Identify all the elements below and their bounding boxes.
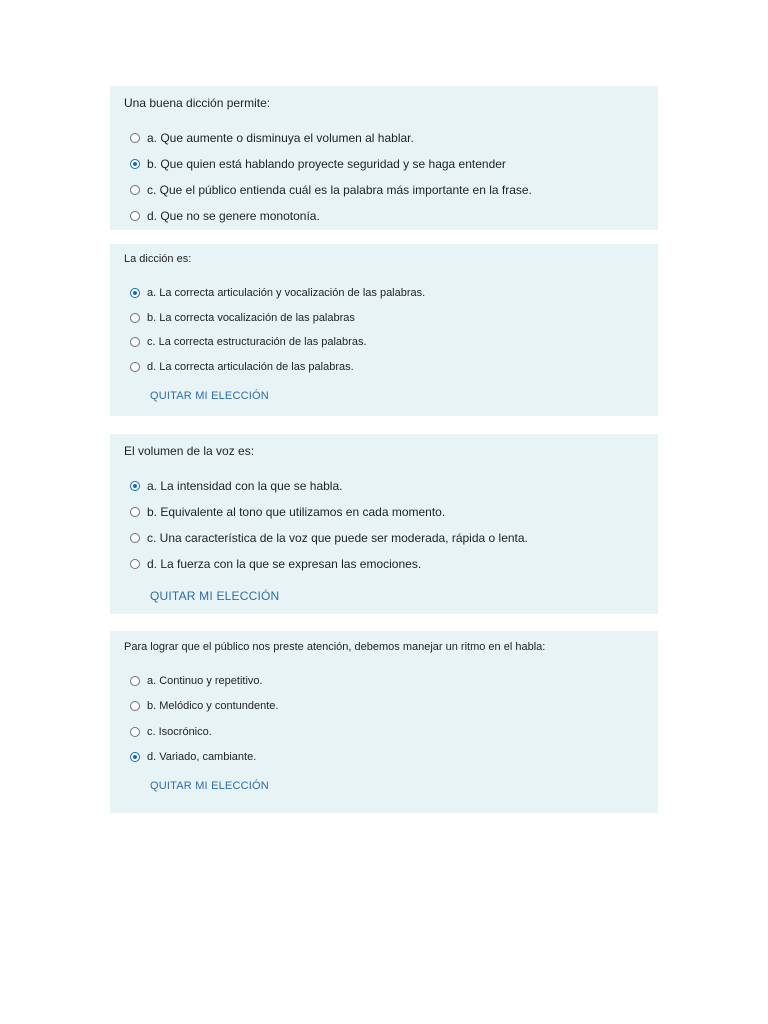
option-label: b. La correcta vocalización de las palabras [147,312,355,324]
radio-unchecked-icon[interactable] [130,533,140,543]
option-d[interactable] [130,360,354,374]
radio-unchecked-icon[interactable] [130,727,140,737]
radio-unchecked-icon[interactable] [130,507,140,517]
option-c[interactable] [130,335,367,349]
option-label: d. La fuerza con la que se expresan las emociones. [147,557,422,571]
option-a[interactable] [130,131,414,145]
option-d[interactable] [130,750,256,764]
question-text: Para lograr que el público nos preste atención, debemos manejar un ritmo en el habla: [124,641,546,653]
radio-unchecked-icon[interactable] [130,676,140,686]
radio-checked-icon[interactable] [130,288,140,298]
radio-unchecked-icon[interactable] [130,185,140,195]
option-c[interactable] [130,183,532,197]
option-label: a. La correcta articulación y vocalización de las palabras. [147,287,426,299]
option-d[interactable] [130,209,320,223]
radio-checked-icon[interactable] [130,481,140,491]
question-card-4 [110,631,658,813]
option-label: b. Que quien está hablando proyecte seguridad y se haga entender [147,157,506,171]
clear-choice-link[interactable]: QUITAR MI ELECCIÓN [150,390,269,402]
option-label: b. Equivalente al tono que utilizamos en cada momento. [147,505,446,519]
clear-choice-link[interactable]: QUITAR MI ELECCIÓN [150,780,269,792]
option-b[interactable] [130,505,445,519]
option-c[interactable] [130,531,528,545]
option-label: c. Isocrónico. [147,726,212,738]
option-label: d. Que no se genere monotonía. [147,209,320,223]
option-label: d. La correcta articulación de las palabras. [147,361,354,373]
question-text: El volumen de la voz es: [124,444,255,458]
radio-unchecked-icon[interactable] [130,133,140,143]
option-label: c. Una característica de la voz que puede ser moderada, rápida o lenta. [147,531,528,545]
option-d[interactable] [130,557,421,571]
question-card-3 [110,434,658,614]
option-label: c. La correcta estructuración de las palabras. [147,336,367,348]
radio-checked-icon[interactable] [130,752,140,762]
radio-unchecked-icon[interactable] [130,211,140,221]
option-b[interactable] [130,157,506,171]
option-a[interactable] [130,479,342,493]
option-b[interactable] [130,311,355,325]
option-a[interactable] [130,674,263,688]
radio-unchecked-icon[interactable] [130,559,140,569]
option-label: d. Variado, cambiante. [147,751,257,763]
radio-unchecked-icon[interactable] [130,313,140,323]
question-text: La dicción es: [124,253,192,265]
question-text: Una buena dicción permite: [124,96,271,110]
option-label: a. La intensidad con la que se habla. [147,479,343,493]
option-label: a. Que aumente o disminuya el volumen al hablar. [147,131,414,145]
option-b[interactable] [130,699,278,713]
option-c[interactable] [130,725,212,739]
option-label: c. Que el público entienda cuál es la palabra más importante en la frase. [147,183,532,197]
radio-checked-icon[interactable] [130,159,140,169]
question-card-1 [110,86,658,230]
radio-unchecked-icon[interactable] [130,337,140,347]
clear-choice-link[interactable]: QUITAR MI ELECCIÓN [150,589,280,603]
radio-unchecked-icon[interactable] [130,701,140,711]
radio-unchecked-icon[interactable] [130,362,140,372]
question-card-2 [110,244,658,416]
option-label: b. Melódico y contundente. [147,700,279,712]
option-label: a. Continuo y repetitivo. [147,675,263,687]
option-a[interactable] [130,286,425,300]
